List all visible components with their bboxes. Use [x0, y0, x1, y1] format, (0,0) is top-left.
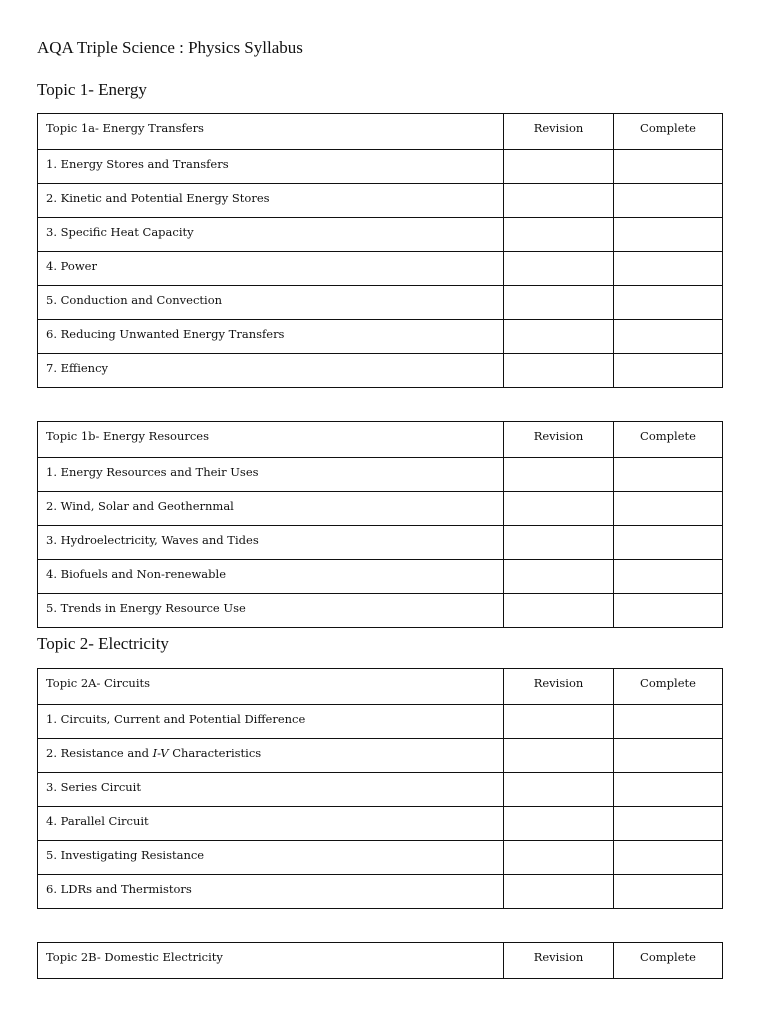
table-title: Topic 2A- Circuits	[38, 669, 504, 705]
revision-cell[interactable]	[504, 150, 614, 184]
complete-column-header: Complete	[614, 943, 723, 979]
complete-column-header: Complete	[614, 114, 723, 150]
topic-label: 4. Power	[38, 252, 504, 286]
table-energy-transfers	[37, 113, 723, 388]
table-row	[38, 252, 723, 286]
table-row	[38, 150, 723, 184]
table-header-row	[38, 114, 723, 150]
topic-label: 1. Circuits, Current and Potential Difference	[38, 705, 504, 739]
table-circuits	[37, 668, 723, 909]
revision-cell[interactable]	[504, 841, 614, 875]
revision-cell[interactable]	[504, 705, 614, 739]
complete-cell[interactable]	[614, 252, 723, 286]
table-row	[38, 458, 723, 492]
table-header-row	[38, 422, 723, 458]
topic-label: 2. Kinetic and Potential Energy Stores	[38, 184, 504, 218]
revision-cell[interactable]	[504, 320, 614, 354]
table-title: Topic 2B- Domestic Electricity	[38, 943, 504, 979]
table-title: Topic 1b- Energy Resources	[38, 422, 504, 458]
table-row	[38, 526, 723, 560]
revision-cell[interactable]	[504, 739, 614, 773]
table-row	[38, 560, 723, 594]
complete-cell[interactable]	[614, 320, 723, 354]
revision-cell[interactable]	[504, 354, 614, 388]
table-row	[38, 354, 723, 388]
topic-label: 6. Reducing Unwanted Energy Transfers	[38, 320, 504, 354]
complete-cell[interactable]	[614, 705, 723, 739]
topic-label: 1. Energy Stores and Transfers	[38, 150, 504, 184]
table-row	[38, 218, 723, 252]
topic-label: 3. Series Circuit	[38, 773, 504, 807]
table-row	[38, 320, 723, 354]
complete-cell[interactable]	[614, 184, 723, 218]
complete-cell[interactable]	[614, 526, 723, 560]
complete-cell[interactable]	[614, 492, 723, 526]
revision-cell[interactable]	[504, 560, 614, 594]
topic-label: 5. Investigating Resistance	[38, 841, 504, 875]
revision-cell[interactable]	[504, 875, 614, 909]
complete-cell[interactable]	[614, 875, 723, 909]
table-title: Topic 1a- Energy Transfers	[38, 114, 504, 150]
complete-cell[interactable]	[614, 354, 723, 388]
table-energy-resources	[37, 421, 723, 628]
table-row	[38, 807, 723, 841]
revision-cell[interactable]	[504, 286, 614, 320]
italic-term: I-V	[152, 746, 169, 760]
complete-cell[interactable]	[614, 739, 723, 773]
table-row	[38, 773, 723, 807]
revision-cell[interactable]	[504, 184, 614, 218]
revision-cell[interactable]	[504, 594, 614, 628]
table-row	[38, 705, 723, 739]
table-header-row	[38, 943, 723, 979]
topic-label: 5. Conduction and Convection	[38, 286, 504, 320]
topic-label: 3. Specific Heat Capacity	[38, 218, 504, 252]
topic-label: 6. LDRs and Thermistors	[38, 875, 504, 909]
topic-label: 3. Hydroelectricity, Waves and Tides	[38, 526, 504, 560]
revision-cell[interactable]	[504, 526, 614, 560]
complete-cell[interactable]	[614, 807, 723, 841]
complete-cell[interactable]	[614, 218, 723, 252]
revision-column-header: Revision	[504, 114, 614, 150]
complete-cell[interactable]	[614, 286, 723, 320]
complete-cell[interactable]	[614, 560, 723, 594]
document-title: AQA Triple Science : Physics Syllabus	[37, 38, 303, 57]
table-row	[38, 492, 723, 526]
revision-column-header: Revision	[504, 669, 614, 705]
revision-cell[interactable]	[504, 252, 614, 286]
complete-column-header: Complete	[614, 669, 723, 705]
revision-cell[interactable]	[504, 218, 614, 252]
topic-label: 1. Energy Resources and Their Uses	[38, 458, 504, 492]
table-domestic-electricity	[37, 942, 723, 979]
topic-label: 2. Wind, Solar and Geothernmal	[38, 492, 504, 526]
complete-cell[interactable]	[614, 594, 723, 628]
revision-column-header: Revision	[504, 422, 614, 458]
complete-column-header: Complete	[614, 422, 723, 458]
revision-cell[interactable]	[504, 458, 614, 492]
section-heading-energy: Topic 1- Energy	[37, 80, 147, 99]
table-row	[38, 739, 723, 773]
complete-cell[interactable]	[614, 150, 723, 184]
table-row	[38, 841, 723, 875]
topic-label: 5. Trends in Energy Resource Use	[38, 594, 504, 628]
complete-cell[interactable]	[614, 773, 723, 807]
revision-cell[interactable]	[504, 773, 614, 807]
revision-column-header: Revision	[504, 943, 614, 979]
table-row	[38, 594, 723, 628]
table-header-row	[38, 669, 723, 705]
complete-cell[interactable]	[614, 841, 723, 875]
topic-label: 7. Effiency	[38, 354, 504, 388]
table-row	[38, 875, 723, 909]
revision-cell[interactable]	[504, 807, 614, 841]
table-row	[38, 184, 723, 218]
complete-cell[interactable]	[614, 458, 723, 492]
revision-cell[interactable]	[504, 492, 614, 526]
table-row	[38, 286, 723, 320]
topic-label: 4. Parallel Circuit	[38, 807, 504, 841]
section-heading-electricity: Topic 2- Electricity	[37, 634, 169, 653]
topic-label: 4. Biofuels and Non-renewable	[38, 560, 504, 594]
topic-label: 2. Resistance and I-V Characteristics	[38, 739, 504, 773]
